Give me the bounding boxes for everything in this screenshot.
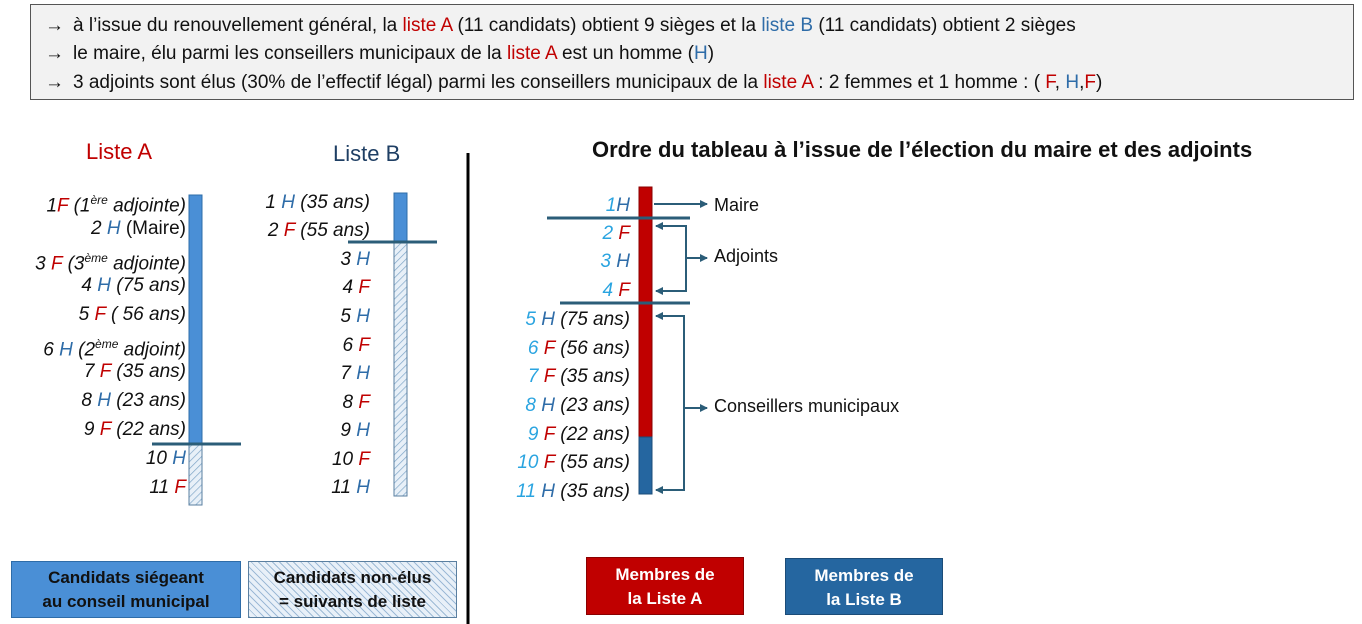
liste-b-row: 9 H <box>340 420 370 441</box>
liste-a-row: 3 F (3ème adjointe) <box>35 251 186 275</box>
tableau-row: 2 F <box>602 223 630 244</box>
liste-b-seated-bar <box>394 193 407 242</box>
note-line-1: → à l’issue du renouvellement général, la liste A (11 candidats) obtient 9 sièges et la liste B (11 candidats) obtient 2 sièges <box>45 15 1076 36</box>
tableau-row: 5 H (75 ans) <box>525 309 630 330</box>
liste-b-title: Liste B <box>333 141 401 166</box>
liste-b-rows <box>240 188 370 508</box>
liste-a-row: 2 H (Maire) <box>90 218 186 239</box>
liste-a-row: 5 F ( 56 ans) <box>78 304 186 325</box>
liste-b-row: 3 H <box>340 249 370 270</box>
liste-b-row: 4 F <box>342 277 370 298</box>
liste-b-row: 10 F <box>331 449 370 470</box>
liste-b-row: 8 F <box>342 392 370 413</box>
note-line-3: → 3 adjoints sont élus (30% de l’effectif légal) parmi les conseillers municipaux de la liste A : 2 femmes et 1 homme : ( F, H,F) <box>45 72 1103 93</box>
legend-non-elus: Candidats non-élus = suivants de liste <box>248 561 457 618</box>
liste-b-row: 1 H (35 ans) <box>265 192 370 213</box>
conseillers-bracket-top <box>656 316 684 408</box>
liste-b-row: 6 F <box>342 335 370 356</box>
legend-membres-b: Membres de la Liste B <box>785 558 943 615</box>
tableau-row: 4 F <box>602 280 630 301</box>
liste-a-rows <box>0 188 186 508</box>
tableau-row: 7 F (35 ans) <box>527 366 630 387</box>
liste-a-title: Liste A <box>86 139 153 164</box>
adjoints-bracket-bottom <box>656 258 686 291</box>
tableau-row: 11 H (35 ans) <box>516 481 630 502</box>
tableau-row: 3 H <box>600 251 630 272</box>
liste-b-row: 2 F (55 ans) <box>267 220 370 241</box>
liste-a-row: 8 H (23 ans) <box>81 390 186 411</box>
tableau-row: 9 F (22 ans) <box>527 424 630 445</box>
legend-siegeant: Candidats siégeant au conseil municipal <box>11 561 241 618</box>
arrow-right-icon: → <box>45 72 64 93</box>
tableau-title: Ordre du tableau à l’issue de l’élection du maire et des adjoints <box>592 137 1253 162</box>
conseillers-label: Conseillers municipaux <box>714 396 900 416</box>
maire-label: Maire <box>714 195 760 215</box>
liste-a-row: 9 F (22 ans) <box>83 419 186 440</box>
liste-a-row: 11 F <box>149 477 186 498</box>
adjoints-label: Adjoints <box>714 246 779 266</box>
liste-b-nonelected-bar <box>394 242 407 496</box>
liste-b-row: 11 H <box>331 477 370 498</box>
liste-a-row: 7 F (35 ans) <box>83 361 186 382</box>
legend-membres-a: Membres de la Liste A <box>586 557 744 615</box>
adjoints-bracket-top <box>656 226 686 258</box>
tableau-row: 8 H (23 ans) <box>525 395 630 416</box>
tableau-rows <box>440 190 630 510</box>
liste-a-row: 1F (1ère adjointe) <box>46 193 186 217</box>
liste-a-row: 10 H <box>145 448 186 469</box>
tableau-liste-a-bar <box>639 187 652 437</box>
liste-a-row: 6 H (2ème adjoint) <box>43 337 186 361</box>
liste-a-seated-bar <box>189 195 202 445</box>
liste-a-row: 4 H (75 ans) <box>81 275 186 296</box>
arrow-right-icon: → <box>45 15 64 36</box>
tableau-row: 10 F (55 ans) <box>517 452 630 473</box>
tableau-row: 6 F (56 ans) <box>527 338 630 359</box>
liste-b-row: 5 H <box>340 306 370 327</box>
tableau-liste-b-bar <box>639 437 652 494</box>
note-line-2: → le maire, élu parmi les conseillers municipaux de la liste A est un homme (H) <box>45 43 715 64</box>
liste-a-nonelected-bar <box>189 445 202 505</box>
liste-b-row: 7 H <box>340 363 370 384</box>
conseillers-bracket-bottom <box>656 408 684 490</box>
arrow-right-icon: → <box>45 43 64 64</box>
tableau-row: 1H <box>605 195 630 216</box>
